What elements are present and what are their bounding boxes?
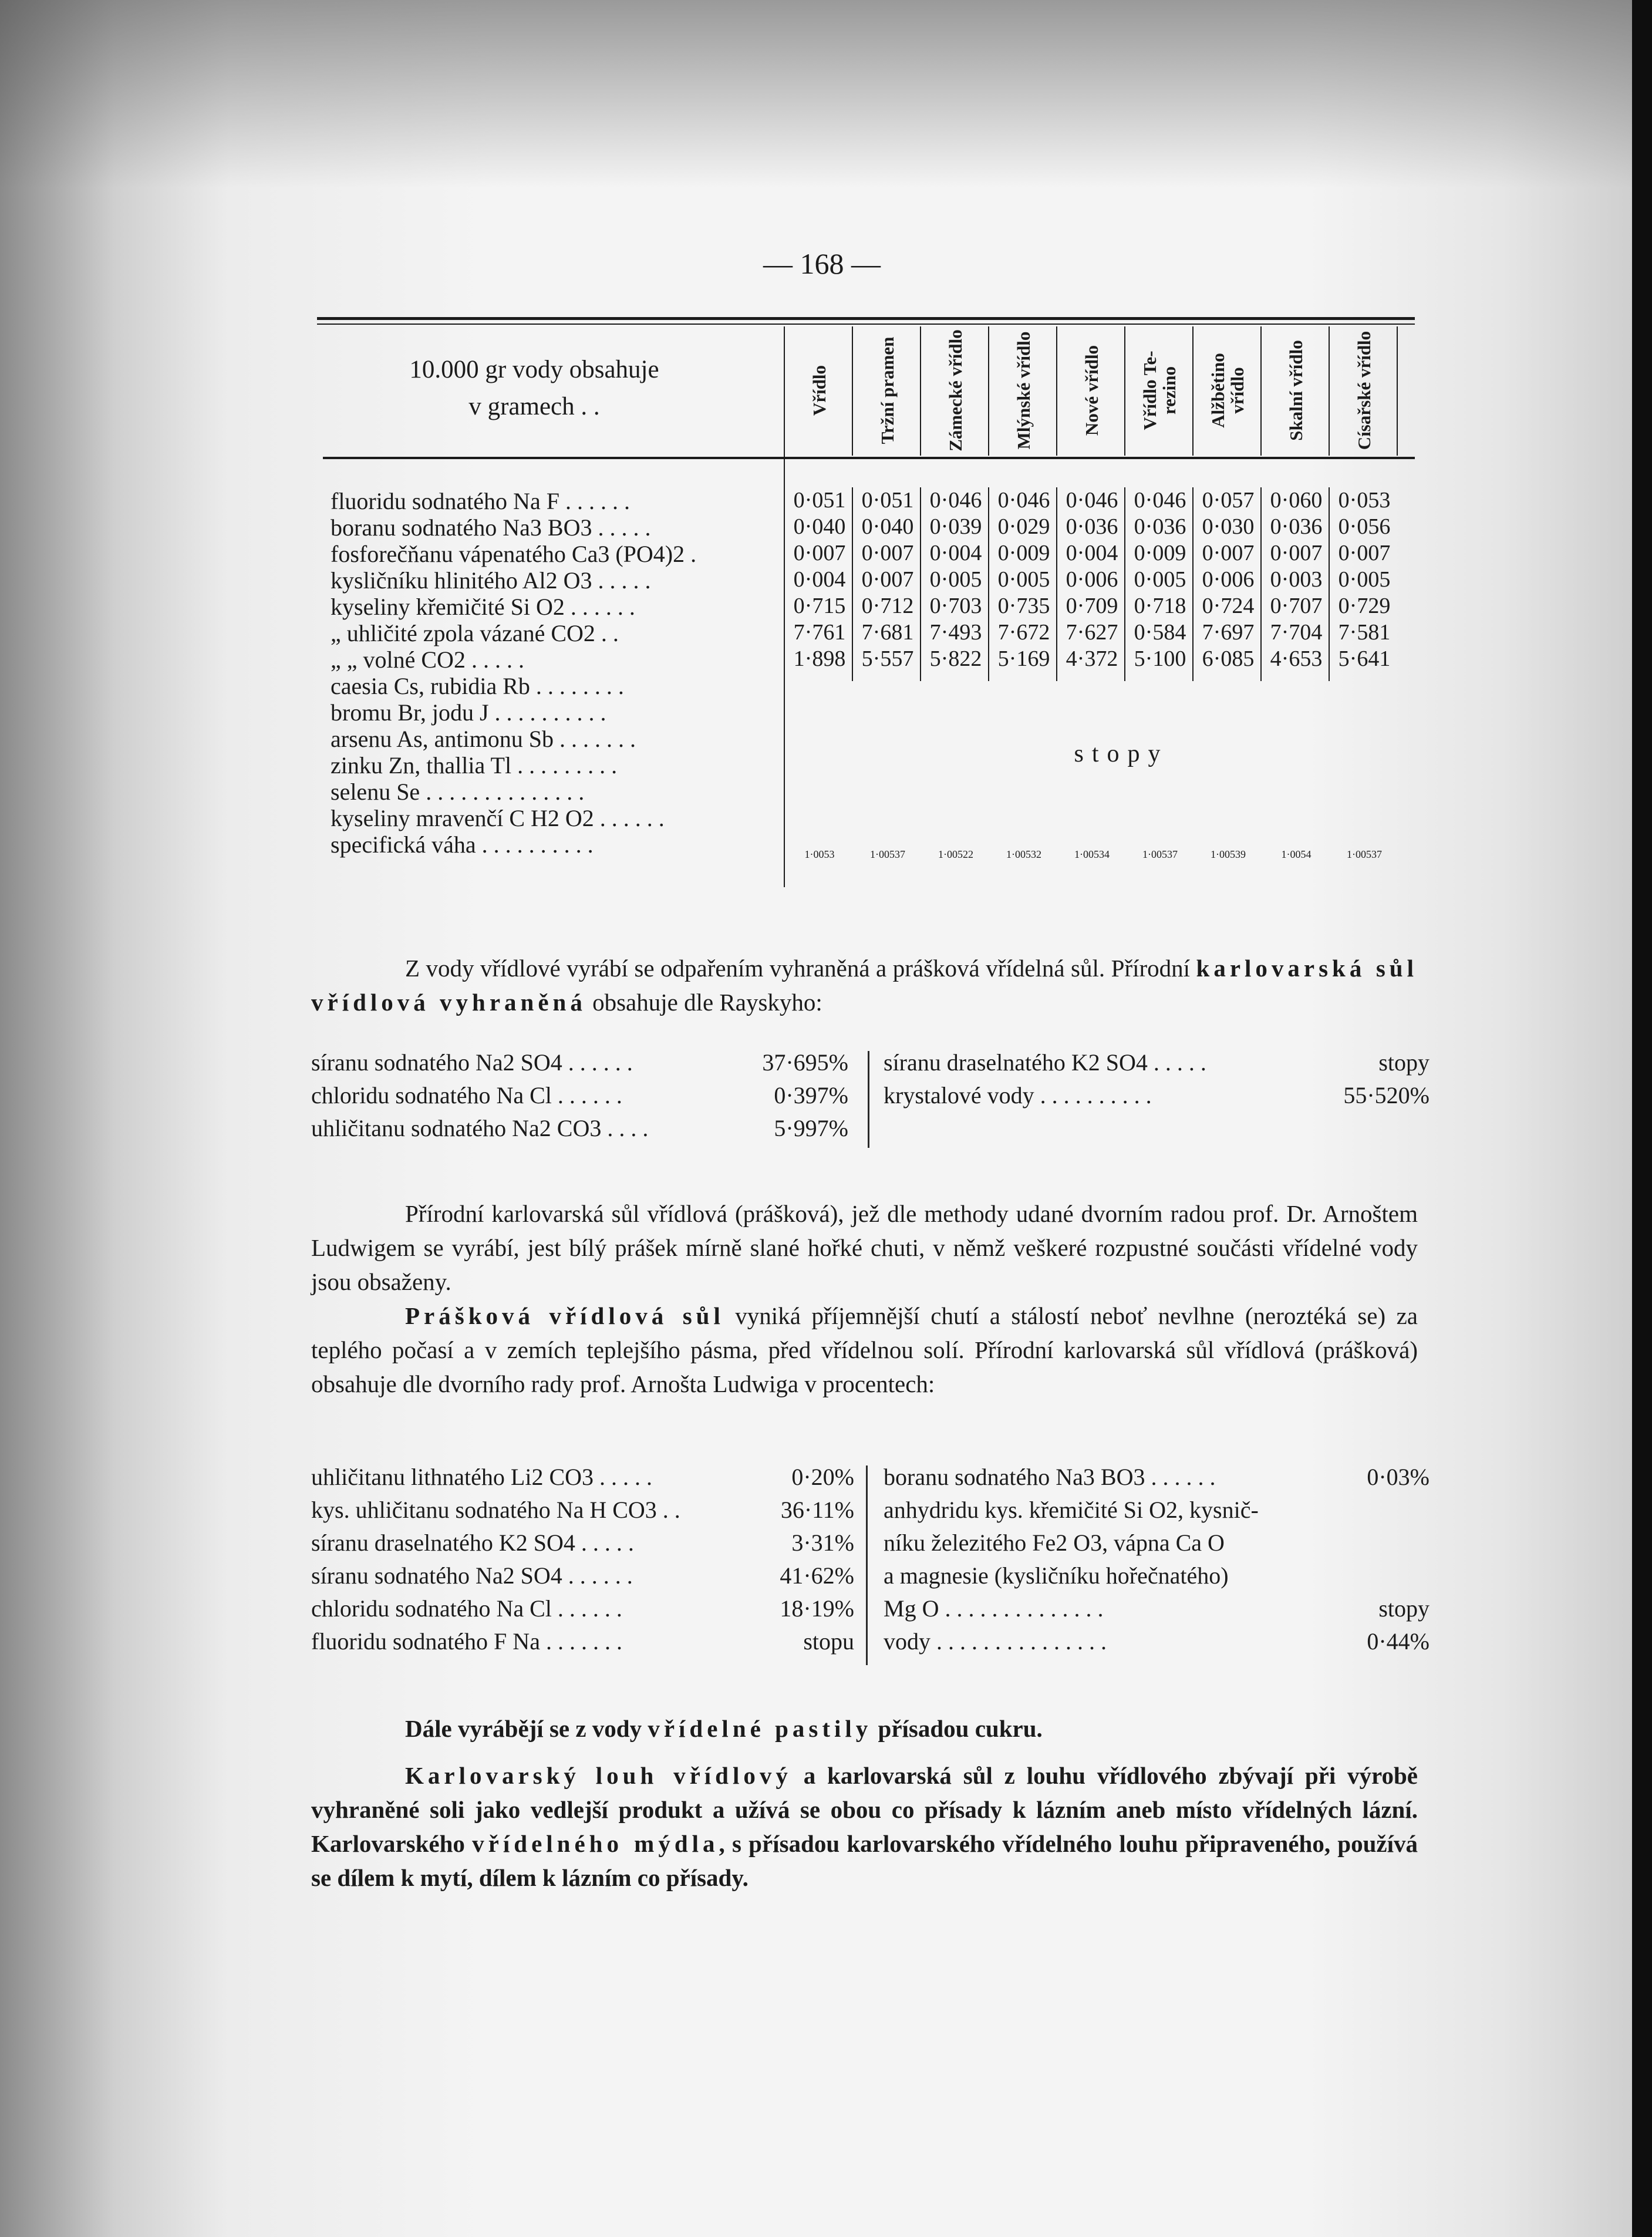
table-trace-row: caesia Cs, rubidia Rb . . . . . . . .: [331, 673, 624, 699]
table-cell: 0·709: [1066, 594, 1118, 618]
list-item-name: krystalové vody . . . . . . . . . .: [884, 1082, 1152, 1109]
table-trace-row: zinku Zn, thallia Tl . . . . . . . . .: [331, 752, 618, 779]
column-header-label: Skalní vřídlo: [1285, 340, 1306, 441]
column-header-label: Zámecké vřídlo: [945, 329, 966, 452]
list-item: [311, 1562, 854, 1595]
gravity-value: 1·00537: [1142, 848, 1178, 860]
column-divider: [784, 326, 785, 887]
table-top-rule-thin: [317, 324, 1415, 325]
table-top-rule: [317, 317, 1415, 320]
column-header-label: Císařské vřídlo: [1353, 331, 1374, 450]
table-cell: 0·036: [1134, 514, 1186, 539]
table-cell: 6·085: [1202, 646, 1255, 671]
list-item-value: 41·62%: [780, 1562, 854, 1589]
table-cell: 0·007: [861, 541, 914, 565]
list-item-value: 0·44%: [1367, 1628, 1430, 1655]
table-cell: 0·030: [1202, 514, 1255, 539]
gravity-value: 1·0053: [804, 848, 835, 860]
table-cell: 5·100: [1134, 646, 1186, 671]
table-cell: 0·029: [997, 514, 1050, 539]
list-item-name: anhydridu kys. křemičité Si O2, kysnič-: [884, 1497, 1259, 1523]
table-cell: 0·007: [793, 541, 846, 565]
list-item-name: boranu sodnatého Na3 BO3 . . . . . .: [884, 1464, 1216, 1490]
table-cell: 0·046: [997, 488, 1050, 513]
column-divider: [988, 326, 989, 456]
paragraph-5-spaced-2: vřídelného mýdla: [472, 1830, 719, 1857]
table-cell: 7·761: [793, 620, 846, 645]
gravity-value: 1·00534: [1074, 848, 1110, 860]
list-item-value: 0·397%: [774, 1082, 848, 1109]
list-item: [884, 1463, 1430, 1496]
paragraph-2: Přírodní karlovarská sůl vřídlová (prášková), jež dle methody udané dvorním radou prof. Dr. Arnoštem Ludwigem se vyrábí, jest bílý prášek mírně slané hořké chuti, v němž veškeré rozpustné součásti vřídelné vody jsou obsaženy.: [311, 1200, 1418, 1295]
list-item-name: síranu sodnatého Na2 SO4 . . . . . .: [311, 1562, 633, 1589]
paragraph-4-spaced: vřídelné pastily: [648, 1715, 872, 1742]
table-cell: 0·005: [997, 567, 1050, 592]
table-cell: 0·036: [1066, 514, 1118, 539]
table-row-label: fosforečňanu vápenatého Ca3 (PO4)2 .: [331, 541, 697, 567]
table-cell: 0·004: [1066, 541, 1118, 565]
column-header: [785, 329, 854, 452]
paragraph-5-text-2: , s přísadou karlovarského vřídelného louhu připraveného, používá se dílem k mytí, dílem k lázním co přísady.: [311, 1830, 1418, 1891]
table-cell: 0·007: [1202, 541, 1255, 565]
list-item: [884, 1082, 1430, 1114]
table-cell: 0·009: [997, 541, 1050, 565]
table-row-label: fluoridu sodnatého Na F . . . . . .: [331, 488, 630, 514]
table-trace-row: selenu Se . . . . . . . . . . . . . .: [331, 779, 585, 805]
column-header: [854, 329, 922, 452]
table-cell: 0·004: [793, 567, 846, 592]
table-cell: 0·005: [929, 567, 982, 592]
table-cell: 7·704: [1270, 620, 1323, 645]
list-item-name: níku železitého Fe2 O3, vápna Ca O: [884, 1529, 1225, 1556]
column-header: [990, 329, 1058, 452]
list-item-value: stopu: [803, 1628, 854, 1655]
table-cell: 0·707: [1270, 594, 1323, 618]
list-1-divider: [868, 1051, 869, 1148]
list-item-value: 0·20%: [791, 1464, 854, 1490]
table-cell: 4·653: [1270, 646, 1323, 671]
list-item-value: stopy: [1378, 1049, 1430, 1076]
gravity-value: 1·0054: [1281, 848, 1312, 860]
column-divider: [852, 326, 853, 456]
column-divider: [1056, 326, 1057, 456]
list-item-name: chloridu sodnatého Na Cl . . . . . .: [311, 1082, 622, 1109]
table-cell: 0·036: [1270, 514, 1323, 539]
gravity-value: 1·00539: [1211, 848, 1246, 860]
list-item: [311, 1529, 854, 1562]
table-cell: 0·046: [1066, 488, 1118, 513]
list-item-value: 18·19%: [780, 1595, 854, 1622]
gravity-value: 1·00537: [870, 848, 905, 860]
paragraph-1-text: Z vody vřídlové vyrábí se odpařením vyhraněná a prášková vřídelná sůl. Přírodní: [405, 955, 1196, 982]
paragraph-3-text: vyniká příjemnější chutí a stálostí neboť nevlhne (neroztéká se) za teplého počasí a v zemích teplejšího pásma, před vřídelnou solí. Přírodní karlovarská sůl vřídlová (prášková) obsahuje dle dvorního rady prof. Arnošta Ludwiga v procentech:: [311, 1302, 1418, 1397]
paragraph-5-text-1: a karlovarská sůl z louhu vřídlového zbývají při výrobě vyhraněné soli jako vedlejší produkt a užívá se obou co přísady k lázním aneb místo vřídelných lázní. Karlovarského: [311, 1762, 1418, 1857]
table-cell: 0·005: [1338, 567, 1391, 592]
table-cell: 0·005: [1134, 567, 1186, 592]
list-item: [884, 1595, 1430, 1628]
table-cell: 5·169: [997, 646, 1050, 671]
table-row-label: kyseliny křemičité Si O2 . . . . . .: [331, 594, 635, 620]
gravity-value: 1·00537: [1347, 848, 1382, 860]
table-cell: 0·004: [929, 541, 982, 565]
analysis-list-1-left: [311, 1049, 848, 1147]
column-divider: [920, 326, 921, 456]
paragraph-1: [311, 951, 1418, 1019]
list-item-name: a magnesie (kysličníku hořečnatého): [884, 1562, 1229, 1589]
analysis-list-1-right: [884, 1049, 1430, 1114]
table-cell: 0·039: [929, 514, 982, 539]
paragraph-1-tail: obsahuje dle Rayskyho:: [586, 989, 822, 1016]
table-trace-row: kyseliny mravenčí C H2 O2 . . . . . .: [331, 805, 665, 831]
column-header: [1262, 329, 1330, 452]
table-cell: 0·735: [997, 594, 1050, 618]
list-item: [884, 1049, 1430, 1082]
list-item-name: síranu draselnatého K2 SO4 . . . . .: [884, 1049, 1206, 1076]
list-item-value: 55·520%: [1343, 1082, 1430, 1109]
paragraph-1-spaced: karlovarská sůl vřídlová vyhraněná: [311, 955, 1418, 1016]
table-cell: 7·493: [929, 620, 982, 645]
table-row-label: boranu sodnatého Na3 BO3 . . . . .: [331, 514, 651, 541]
column-header: [1330, 329, 1398, 452]
analysis-list-2-right: [884, 1463, 1430, 1660]
column-header-label: Mlýnské vřídlo: [1013, 331, 1034, 450]
list-item-name: síranu sodnatého Na2 SO4 . . . . . .: [311, 1049, 633, 1076]
table-row-label: „ „ volné CO2 . . . . .: [331, 646, 524, 673]
list-item-name: fluoridu sodnatého F Na . . . . . . .: [311, 1628, 622, 1655]
table-row-label: kysličníku hlinitého Al2 O3 . . . . .: [331, 567, 651, 594]
table-cell: 7·697: [1202, 620, 1255, 645]
table-cell: 0·006: [1066, 567, 1118, 592]
table-cell: 0·007: [1270, 541, 1323, 565]
table-cell: 0·051: [861, 488, 914, 513]
column-divider: [1192, 326, 1194, 456]
list-item: [311, 1049, 848, 1082]
gravity-value: 1·00522: [938, 848, 973, 860]
trace-text: stopy: [1074, 740, 1169, 767]
table-cell: 0·729: [1338, 594, 1391, 618]
table-cell: 0·051: [793, 488, 846, 513]
list-item-name: vody . . . . . . . . . . . . . . .: [884, 1628, 1107, 1655]
table-cell: 0·040: [793, 514, 846, 539]
column-header-label: Vřídlo Te-rezino: [1139, 351, 1179, 430]
list-item: [311, 1082, 848, 1114]
list-item-name: uhličitanu lithnatého Li2 CO3 . . . . .: [311, 1464, 653, 1490]
list-2-divider: [866, 1465, 868, 1665]
table-cell: 0·056: [1338, 514, 1391, 539]
paragraph-5-spaced-1: Karlovarský louh vřídlový: [405, 1762, 792, 1789]
column-header-label: Tržní pramen: [876, 336, 898, 444]
table-cell: 4·372: [1066, 646, 1118, 671]
column-header-label: Vřídlo: [808, 365, 830, 416]
column-divider: [1124, 326, 1125, 456]
table-cell: 5·641: [1338, 646, 1391, 671]
list-item: [884, 1529, 1430, 1562]
table-cell: 0·053: [1338, 488, 1391, 513]
list-item-value: stopy: [1378, 1595, 1430, 1622]
table-cell: 0·724: [1202, 594, 1255, 618]
list-item-name: síranu draselnatého K2 SO4 . . . . .: [311, 1529, 634, 1556]
list-item: [884, 1628, 1430, 1660]
table-cell: 7·672: [997, 620, 1050, 645]
scan-edge: [1632, 0, 1652, 2237]
table-cell: 5·822: [929, 646, 982, 671]
list-item-name: Mg O . . . . . . . . . . . . . .: [884, 1595, 1104, 1622]
paragraph-4-tail: přísadou cukru.: [872, 1715, 1043, 1742]
list-item-value: 0·03%: [1367, 1464, 1430, 1490]
table-cell: 0·046: [929, 488, 982, 513]
gravity-label: specifická váha . . . . . . . . . .: [331, 831, 594, 858]
table-cell: 5·557: [861, 646, 914, 671]
table-cell: 1·898: [793, 646, 846, 671]
list-item-name: uhličitanu sodnatého Na2 CO3 . . . .: [311, 1115, 649, 1141]
table-cell: 0·715: [793, 594, 846, 618]
table-row-label: „ uhličité zpola vázané CO2 . .: [331, 620, 619, 646]
list-item-value: 37·695%: [762, 1049, 848, 1076]
table-cell: 0·009: [1134, 541, 1186, 565]
table-cell: 0·046: [1134, 488, 1186, 513]
list-item-name: chloridu sodnatého Na Cl . . . . . .: [311, 1595, 622, 1622]
column-header-label: Alžbětino vřídlo: [1208, 353, 1248, 428]
column-header: [1058, 329, 1126, 452]
table-corner-line1: 10.000 gr vody obsahuje: [409, 356, 659, 383]
list-item: [884, 1562, 1430, 1595]
table-cell: 0·057: [1202, 488, 1255, 513]
paragraph-4-text: Dále vyrábějí se z vody: [405, 1715, 648, 1742]
table-trace-row: bromu Br, jodu J . . . . . . . . . .: [331, 699, 606, 726]
page-number: — 168 —: [763, 247, 881, 280]
paragraph-5: [311, 1758, 1418, 1895]
paragraph-4: [311, 1712, 1418, 1746]
table-cell: 0·584: [1134, 620, 1186, 645]
table-cell: 0·060: [1270, 488, 1323, 513]
list-item-value: 3·31%: [791, 1529, 854, 1556]
table-cell: 7·681: [861, 620, 914, 645]
list-item: [311, 1114, 848, 1147]
list-item: [311, 1463, 854, 1496]
table-cell: 0·006: [1202, 567, 1255, 592]
list-item: [311, 1595, 854, 1628]
column-header-label: Nové vřídlo: [1081, 345, 1102, 436]
column-header: [922, 329, 990, 452]
list-item-name: kys. uhličitanu sodnatého Na H CO3 . .: [311, 1497, 680, 1523]
table-cell: 7·581: [1338, 620, 1391, 645]
column-divider: [1329, 326, 1330, 456]
table-cell: 0·003: [1270, 567, 1323, 592]
paragraph-3: [311, 1299, 1418, 1401]
column-divider: [1260, 326, 1262, 456]
table-trace-row: arsenu As, antimonu Sb . . . . . . .: [331, 726, 636, 752]
table-cell: 0·040: [861, 514, 914, 539]
list-item-value: 36·11%: [780, 1497, 854, 1523]
list-item: [884, 1496, 1430, 1529]
column-header: [1126, 329, 1194, 452]
analysis-list-2-left: [311, 1463, 854, 1660]
header-bottom-rule: [323, 457, 1415, 459]
list-item-value: 5·997%: [774, 1115, 848, 1141]
table-cell: 0·703: [929, 594, 982, 618]
column-header: [1194, 329, 1262, 452]
table-corner-line2: v gramech . .: [468, 393, 600, 420]
gravity-value: 1·00532: [1006, 848, 1041, 860]
list-item: [311, 1628, 854, 1660]
table-cell: 7·627: [1066, 620, 1118, 645]
table-cell: 0·007: [861, 567, 914, 592]
page-shadow: [0, 0, 1632, 188]
table-cell: 0·712: [861, 594, 914, 618]
paragraph-3-spaced: Prášková vřídlová sůl: [405, 1302, 724, 1329]
table-cell: 0·007: [1338, 541, 1391, 565]
list-item: [311, 1496, 854, 1529]
column-divider: [1397, 326, 1398, 456]
table-cell: 0·718: [1134, 594, 1186, 618]
